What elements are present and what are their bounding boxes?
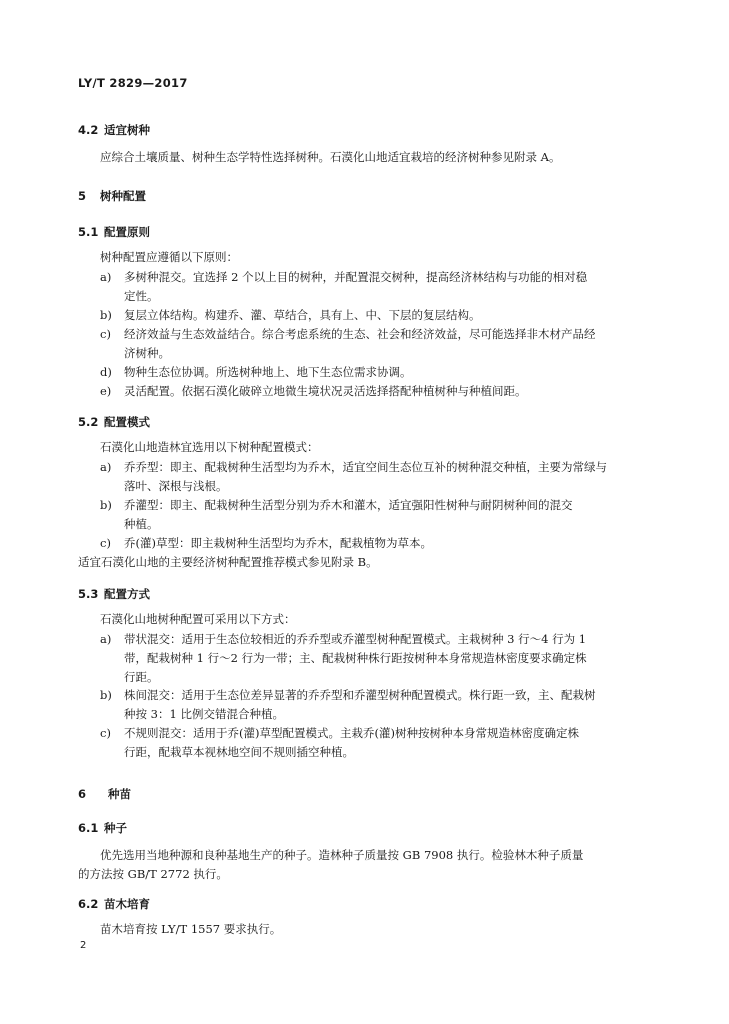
item-label: b) (100, 308, 112, 322)
list-item (78, 306, 645, 325)
section-number: 5.1 (78, 225, 99, 239)
section-title: 苗木培育 (104, 897, 150, 911)
paragraph-5-1-intro: 树种配置应遵循以下原则： (100, 250, 238, 264)
item-label: b) (100, 688, 112, 702)
section-title: 适宜树种 (104, 123, 150, 137)
list-item (78, 363, 645, 382)
item-text: 定性。 (124, 289, 159, 303)
paragraph-6-1-line1: 优先选用当地种源和良种基地生产的种子。造林种子质量按 GB 7908 执行。检验林木种子质量 (100, 848, 584, 862)
item-text: 种植。 (124, 517, 159, 531)
item-text: 济树种。 (124, 346, 170, 360)
page-header: LY/T 2829—2017 (78, 76, 188, 90)
item-text: 灵活配置。依据石漠化破碎立地微生境状况灵活选择搭配种植树种与种植间距。 (124, 384, 527, 398)
list-item (78, 534, 645, 553)
section-title: 树种配置 (100, 189, 146, 203)
list-item (78, 496, 645, 534)
paragraph-5-3-intro: 石漠化山地树种配置可采用以下方式： (100, 612, 296, 626)
item-label: a) (100, 632, 112, 646)
item-text: 物种生态位协调。所选树种地上、地下生态位需求协调。 (124, 365, 412, 379)
paragraph-5-2-outro: 适宜石漠化山地的主要经济树种配置推荐模式参见附录 B。 (78, 555, 378, 569)
paragraph-6-2: 苗木培育按 LY/T 1557 要求执行。 (100, 922, 282, 936)
item-text: 行距。 (124, 670, 159, 684)
item-label: a) (100, 270, 112, 284)
paragraph-5-2-intro: 石漠化山地造林宜选用以下树种配置模式： (100, 440, 319, 454)
item-text: 带状混交：适用于生态位较相近的乔乔型或乔灌型树种配置模式。主栽树种 3 行～4 行为 1 (124, 632, 587, 646)
item-text: 乔(灌)草型：即主栽树种生活型均为乔木，配栽植物为草本。 (124, 536, 432, 550)
list-item (78, 382, 645, 401)
item-text: 复层立体结构。构建乔、灌、草结合，具有上、中、下层的复层结构。 (124, 308, 481, 322)
section-title: 配置模式 (104, 415, 150, 429)
list-item (78, 724, 645, 762)
section-number: 5 (78, 189, 87, 203)
list-item (78, 686, 645, 724)
item-label: c) (100, 726, 111, 740)
item-text: 落叶、深根与浅根。 (124, 479, 228, 493)
section-number: 4.2 (78, 123, 99, 137)
item-text: 经济效益与生态效益结合。综合考虑系统的生态、社会和经济效益，尽可能选择非木材产品经 (124, 327, 596, 341)
list-item (78, 325, 645, 363)
item-label: e) (100, 384, 112, 398)
heading-4-2 (78, 122, 150, 138)
heading-5-3 (78, 586, 150, 602)
heading-5 (78, 188, 146, 204)
page-number: 2 (80, 940, 87, 951)
paragraph-4-2: 应综合土壤质量、树种生态学特性选择树种。石漠化山地适宜栽培的经济树种参见附录 A。 (100, 150, 561, 164)
item-label: c) (100, 327, 111, 341)
section-title: 配置原则 (104, 225, 150, 239)
item-label: d) (100, 365, 112, 379)
section-number: 6.2 (78, 897, 99, 911)
item-text: 行距，配栽草本视林地空间不规则插空种植。 (124, 745, 354, 759)
list-item (78, 458, 645, 496)
item-text: 株间混交：适用于生态位差异显著的乔乔型和乔灌型树种配置模式。株行距一致，主、配栽树 (124, 688, 596, 702)
item-text: 乔乔型：即主、配栽树种生活型均为乔木，适宜空间生态位互补的树种混交种植，主要为常绿与 (124, 460, 607, 474)
paragraph-6-1-line2: 的方法按 GB/T 2772 执行。 (78, 867, 228, 881)
heading-5-1 (78, 224, 150, 240)
item-text: 不规则混交：适用于乔(灌)草型配置模式。主栽乔(灌)树种按树种本身常规造林密度确定株 (124, 726, 579, 740)
heading-6-2 (78, 896, 150, 912)
section-number: 6.1 (78, 821, 99, 835)
section-title: 种子 (104, 821, 127, 835)
section-number: 5.3 (78, 587, 99, 601)
heading-6-1 (78, 820, 127, 836)
section-number: 5.2 (78, 415, 99, 429)
item-text: 带，配栽树种 1 行～2 行为一带；主、配栽树种株行距按树种本身常规造林密度要求确定株 (124, 651, 587, 665)
section-title: 配置方式 (104, 587, 150, 601)
section-title: 种苗 (108, 787, 131, 801)
item-text: 多树种混交。宜选择 2 个以上目的树种，并配置混交树种，提高经济林结构与功能的相对稳 (124, 270, 588, 284)
item-label: c) (100, 536, 111, 550)
list-item (78, 630, 645, 687)
list-item (78, 268, 645, 306)
heading-6 (78, 786, 131, 802)
item-label: a) (100, 460, 112, 474)
item-label: b) (100, 498, 112, 512)
item-text: 乔灌型：即主、配栽树种生活型分别为乔木和灌木，适宜强阳性树种与耐阴树种间的混交 (124, 498, 573, 512)
section-number: 6 (78, 787, 87, 801)
heading-5-2 (78, 414, 150, 430)
item-text: 种按 3：1 比例交错混合种植。 (124, 707, 284, 721)
